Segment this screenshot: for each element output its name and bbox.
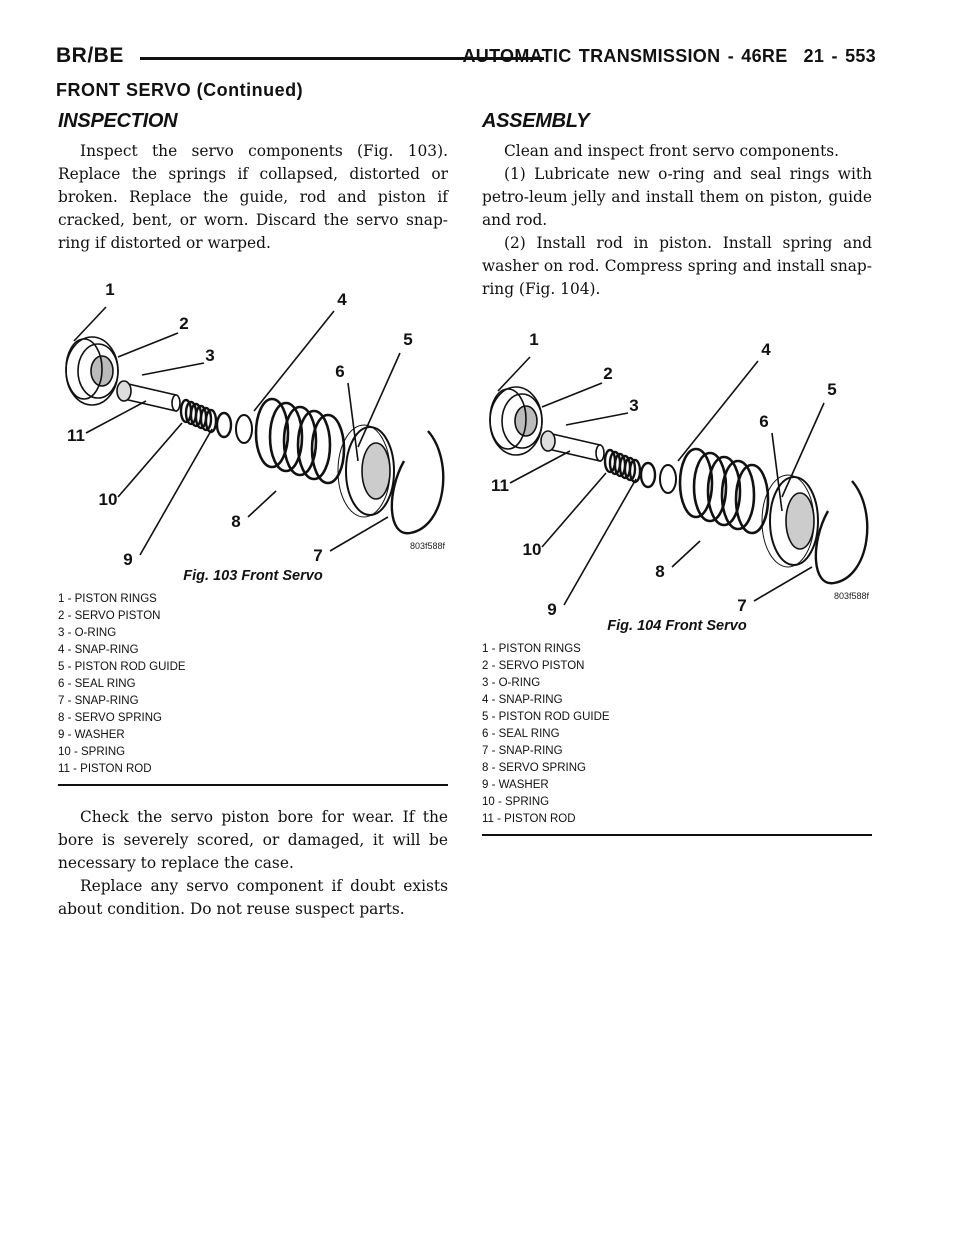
legend-item: 4 - SNAP-RING <box>482 694 563 706</box>
figure-legend <box>482 637 872 828</box>
legend-item: 7 - SNAP-RING <box>58 695 139 707</box>
paragraph: Replace any servo component if doubt exists about condition. Do not reuse suspect parts. <box>58 877 448 918</box>
callout-leader <box>140 429 212 555</box>
piston-rod <box>124 383 176 411</box>
snap-ring <box>660 465 676 493</box>
callout-number: 2 <box>603 364 613 383</box>
callout-number: 7 <box>737 596 747 615</box>
figure-legend <box>58 587 448 778</box>
legend-item: 9 - WASHER <box>482 779 549 791</box>
callout-leader <box>672 541 700 567</box>
callout-number: 6 <box>335 362 345 381</box>
callout-leader <box>248 491 276 517</box>
legend-item: 10 - SPRING <box>58 746 126 758</box>
callout-number: 3 <box>629 396 639 415</box>
servo-exploded-view <box>482 315 872 615</box>
large-snap-ring <box>392 431 443 533</box>
servo-parts <box>490 387 867 583</box>
callout-leader <box>118 423 182 497</box>
figure-illustration <box>58 265 448 565</box>
legend-item: 5 - PISTON ROD GUIDE <box>58 661 186 673</box>
legend-item: 3 - O-RING <box>58 627 117 639</box>
legend-item: 6 - SEAL RING <box>58 678 136 690</box>
callout-number: 8 <box>231 512 241 531</box>
callout-leader <box>254 311 334 411</box>
left-column <box>58 110 448 921</box>
legend-item: 7 - SNAP-RING <box>482 745 563 757</box>
paragraph: (2) Install rod in piston. Install spring and washer on rod. Compress spring and install snap-ring (Fig. 104). <box>482 234 872 298</box>
legend-item: 4 - SNAP-RING <box>58 644 139 656</box>
large-snap-ring <box>816 481 867 583</box>
o-ring <box>541 431 555 451</box>
callout-leader <box>754 567 812 601</box>
piston-rod <box>548 433 600 461</box>
right-column <box>482 110 872 836</box>
callout-leader <box>678 361 758 461</box>
callout-number: 4 <box>761 340 771 359</box>
legend-item: 2 - SERVO PISTON <box>482 660 585 672</box>
paragraph: Inspect the servo components (Fig. 103). Replace the springs if collapsed, distorted or broken. Replace the guide, rod and piston if cracked, bent, or worn. Discard the servo snap-ring if distorted or warped. <box>58 142 448 252</box>
callout-number: 10 <box>522 540 542 559</box>
callout-number: 5 <box>403 330 413 349</box>
piston-rod-end <box>596 445 604 461</box>
figure-caption: Fig. 104 Front Servo <box>607 618 747 634</box>
callout-number: 9 <box>547 600 557 615</box>
piston-rod-end <box>172 395 180 411</box>
legend-item: 6 - SEAL RING <box>482 728 560 740</box>
callout-number: 11 <box>67 426 85 445</box>
figure-rule <box>58 784 448 786</box>
piston-rod-guide-bore <box>786 493 814 549</box>
washer <box>217 413 231 437</box>
o-ring <box>117 381 131 401</box>
callout-number: 6 <box>759 412 769 431</box>
legend-item: 3 - O-RING <box>482 677 541 689</box>
piston-rod-guide-bore <box>362 443 390 499</box>
callout-number: 3 <box>205 346 215 365</box>
figure-103 <box>58 265 448 786</box>
figure-104 <box>482 315 872 836</box>
callout-leader <box>542 383 602 407</box>
callout-number: 5 <box>827 380 837 399</box>
callout-leader <box>330 517 388 551</box>
callout-leader <box>74 307 106 341</box>
header-section-title: AUTOMATIC TRANSMISSION - 46RE <box>462 46 788 66</box>
washer <box>641 463 655 487</box>
callout-number: 1 <box>529 330 539 349</box>
callout-leader <box>564 479 636 605</box>
figure-code: 803f588f <box>834 591 870 601</box>
callout-number: 11 <box>491 476 509 495</box>
callout-leader <box>86 401 146 433</box>
legend-item: 11 - PISTON ROD <box>58 763 152 775</box>
snap-ring <box>236 415 252 443</box>
paragraph: Clean and inspect front servo components. <box>504 142 840 160</box>
legend-item: 11 - PISTON ROD <box>482 813 576 825</box>
page-header <box>56 44 876 74</box>
callout-number: 10 <box>98 490 118 509</box>
legend-item: 1 - PISTON RINGS <box>58 593 157 605</box>
callout-number: 1 <box>105 280 115 299</box>
callout-number: 7 <box>313 546 323 565</box>
callout-number: 2 <box>179 314 189 333</box>
servo-exploded-view <box>58 265 448 565</box>
legend-item: 9 - WASHER <box>58 729 125 741</box>
callout-leader <box>498 357 530 391</box>
figure-illustration <box>482 315 872 615</box>
legend-item: 8 - SERVO SPRING <box>482 762 586 774</box>
callout-number: 4 <box>337 290 347 309</box>
legend-item: 8 - SERVO SPRING <box>58 712 162 724</box>
callout-leader <box>566 413 628 425</box>
callout-leader <box>118 333 178 357</box>
header-section <box>462 46 876 67</box>
legend-item: 5 - PISTON ROD GUIDE <box>482 711 610 723</box>
section-title-assembly: ASSEMBLY <box>482 110 590 132</box>
callout-number: 9 <box>123 550 133 565</box>
callout-leader <box>542 473 606 547</box>
callout-leader <box>142 363 204 375</box>
callout-leader <box>510 451 570 483</box>
continued-title: FRONT SERVO (Continued) <box>56 80 304 100</box>
figure-code: 803f588f <box>410 541 446 551</box>
legend-item: 2 - SERVO PISTON <box>58 610 161 622</box>
paragraph: Check the servo piston bore for wear. If the bore is severely scored, or damaged, it will be necessary to replace the case. <box>58 808 448 872</box>
servo-parts <box>66 337 443 533</box>
callout-number: 8 <box>655 562 665 581</box>
legend-item: 1 - PISTON RINGS <box>482 643 581 655</box>
figure-caption: Fig. 103 Front Servo <box>183 568 323 584</box>
figure-rule <box>482 834 872 836</box>
section-title-inspection: INSPECTION <box>58 110 178 132</box>
legend-item: 10 - SPRING <box>482 796 550 808</box>
header-model: BR/BE <box>56 44 124 67</box>
paragraph: (1) Lubricate new o-ring and seal rings with petro-leum jelly and install them on piston, guide and rod. <box>482 165 872 229</box>
page-number: 21 - 553 <box>803 46 876 66</box>
